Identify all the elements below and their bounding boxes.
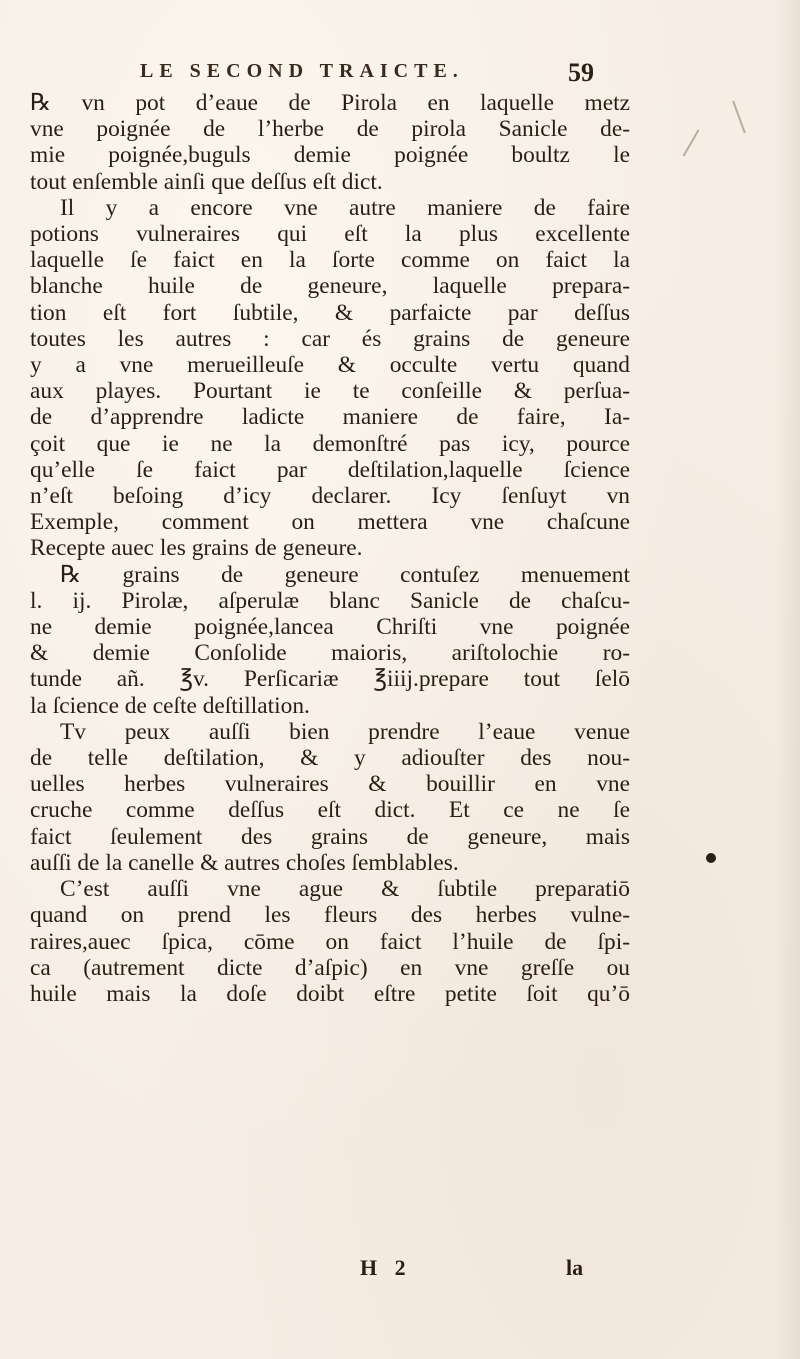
text-line: faict ſeulement des grains de geneure, mais bbox=[30, 823, 630, 850]
signature-mark: H 2 bbox=[360, 1255, 412, 1280]
text-line: de telle deſtilation, & y adiouſter des nou- bbox=[30, 745, 630, 772]
text-line: ca (autrement dicte d’aſpic) en vne greſſe ou bbox=[30, 954, 630, 981]
running-head: LE SECOND TRAICTE. bbox=[140, 60, 464, 82]
text-line: tion eſt fort ſubtile, & parfaicte par deſſus bbox=[30, 299, 630, 326]
text-line: potions vulneraires qui eſt la plus excellente bbox=[30, 221, 630, 248]
text-line: toutes les autres : car és grains de geneure bbox=[30, 325, 630, 352]
page-header bbox=[0, 54, 800, 90]
text-line: ℞ vn pot d’eaue de Pirola en laquelle metz bbox=[30, 90, 630, 116]
text-line: qu’elle ſe faict par deſtilation,laquelle ſcience bbox=[30, 456, 630, 483]
paragraph-start-line: Il y a encore vne autre maniere de faire bbox=[60, 194, 630, 221]
text-line: ne demie poignée,lancea Chriſti vne poignée bbox=[30, 614, 630, 641]
text-line: y a vne merueilleuſe & occulte vertu quand bbox=[30, 352, 630, 379]
text-line: auſſi de la canelle & autres choſes ſemblables. bbox=[30, 849, 459, 876]
text-line: la ſcience de ceſte deſtillation. bbox=[30, 692, 310, 719]
ink-stroke-mark bbox=[683, 130, 700, 157]
text-line: & demie Conſolide maioris, ariſtolochie ro- bbox=[30, 640, 630, 667]
text-line: l. ij. Pirolæ, aſperulæ blanc Sanicle de chaſcu- bbox=[30, 587, 630, 614]
paragraph-start-line: Tv peux auſſi bien prendre l’eaue venue bbox=[60, 718, 630, 745]
text-line: vne poignée de l’herbe de pirola Sanicle de- bbox=[30, 116, 630, 143]
text-line: n’eſt beſoing d’icy declarer. Icy ſenſuyt vn bbox=[30, 483, 630, 510]
text-line: laquelle ſe faict en la ſorte comme on faict la bbox=[30, 247, 630, 274]
ink-stroke-mark bbox=[732, 101, 746, 134]
text-line: blanche huile de geneure, laquelle prepara- bbox=[30, 273, 630, 300]
text-line: raires,auec ſpica, cōme on faict l’huile de ſpi- bbox=[30, 928, 630, 955]
text-line: quand on prend les fleurs des herbes vulne- bbox=[30, 902, 630, 929]
text-line: çoit que ie ne la demonſtré pas icy, pource bbox=[30, 430, 630, 457]
text-line: tout enſemble ainſi que deſſus eſt dict. bbox=[30, 168, 383, 195]
text-line: aux playes. Pourtant ie te conſeille & perſua- bbox=[30, 378, 630, 405]
text-line: Recepte auec les grains de geneure. bbox=[30, 535, 363, 562]
text-line: mie poignée,buguls demie poignée boultz le bbox=[30, 142, 630, 169]
page-footer bbox=[0, 1255, 800, 1285]
text-line: tunde añ. ℥v. Perſicariæ ℥iiij.prepare tout ſelō bbox=[30, 666, 630, 693]
page-edge-shadow bbox=[774, 0, 800, 1359]
text-line: uelles herbes vulneraires & bouillir en vne bbox=[30, 771, 630, 798]
text-line: Exemple, comment on mettera vne chaſcune bbox=[30, 509, 630, 536]
catchword: la bbox=[566, 1255, 584, 1280]
main-text-block bbox=[30, 90, 630, 1007]
text-line: huile mais la doſe doibt eſtre petite ſoit qu’ō bbox=[30, 980, 630, 1007]
ink-dot-mark bbox=[706, 853, 716, 863]
text-line: cruche comme deſſus eſt dict. Et ce ne ſe bbox=[30, 797, 630, 824]
text-line: de d’apprendre ladicte maniere de faire, Ia- bbox=[30, 404, 630, 431]
paragraph-start-line: ℞ grains de geneure contuſez menuement bbox=[60, 561, 630, 588]
page-number: 59 bbox=[568, 58, 594, 87]
paragraph-start-line: C’est auſſi vne ague & ſubtile preparatiō bbox=[60, 876, 630, 903]
